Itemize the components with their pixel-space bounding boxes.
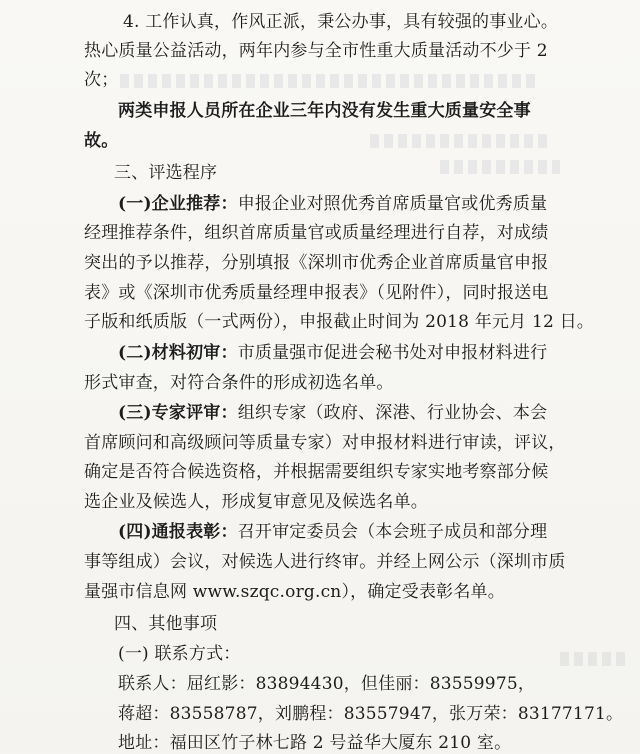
bold-statement: [84, 130, 118, 152]
text-line: 突出的予以推荐，分别填报《深圳市优秀企业首席质量官申报: [84, 253, 549, 273]
text-line: 量强市信息网 www.szqc.org.cn），确定受表彰名单。: [84, 582, 505, 602]
text-line: 热心质量公益活动，两年内参与全市性重大质量活动不少于 2: [84, 41, 548, 61]
text-line: 次；: [84, 70, 119, 90]
text-line: [84, 69, 118, 91]
procedure-item: [118, 402, 547, 424]
text-line: 首席顾问和高级顾问等质量专家）对申报材料进行审读，评议，: [84, 433, 566, 453]
contact-heading: [118, 643, 240, 665]
text-line: [84, 581, 505, 603]
show-through-smudge: [560, 652, 630, 666]
text-line: 联系人：屈红影：83894430，但佳丽：83559975，: [118, 674, 536, 694]
procedure-label: (四)通报表彰：: [118, 522, 238, 542]
contact-line: [118, 703, 623, 725]
section-heading-text: 四、其他事项: [114, 614, 218, 634]
text-line: [84, 461, 548, 483]
text-line: 两类申报人员所在企业三年内没有发生重大质量安全事: [118, 101, 531, 121]
text-line: 4. 工作认真，作风正派，秉公办事，具有较强的事业心。: [123, 12, 559, 32]
text-line: (一) 联系方式：: [118, 644, 241, 664]
text-line: 确定是否符合候选资格，并根据需要组织专家实地考察部分候: [84, 462, 549, 482]
contact-line: [118, 673, 535, 695]
procedure-item: [118, 521, 547, 543]
list-item: [123, 11, 558, 33]
text-line: [84, 282, 549, 304]
text-line: [84, 311, 594, 333]
procedure-item: [118, 342, 547, 364]
section-heading: [114, 613, 217, 635]
text-line: [84, 40, 548, 62]
text-line: 蒋超：83558787，刘鹏程：83557947，张万荣：83177171。: [118, 704, 624, 724]
section-heading-text: 三、评选程序: [114, 163, 218, 183]
text-line: [84, 252, 548, 274]
text-line: 申报企业对照优秀首席质量官或优秀质量: [237, 194, 548, 214]
text-line: 组织专家（政府、深港、行业协会、本会: [237, 403, 548, 423]
text-line: [84, 372, 394, 394]
show-through-smudge: [440, 160, 560, 174]
text-line: 市质量强市促进会秘书处对申报材料进行: [237, 343, 548, 363]
text-line: 地址：福田区竹子林七路 2 号益华大厦东 210 室。: [118, 733, 512, 753]
text-line: [84, 432, 566, 454]
show-through-smudge: [370, 134, 550, 148]
text-line: [84, 222, 548, 244]
text-line: 表》或《深圳市优秀质量经理申报表》（见附件），同时报送电: [84, 283, 549, 303]
procedure-label: (三)专家评审：: [118, 403, 238, 423]
text-line: 召开审定委员会（本会班子成员和部分理: [237, 522, 548, 542]
text-line: 子版和纸质版（一式两份），申报截止时间为 2018 年元月 12 日。: [84, 312, 595, 332]
section-heading: [114, 162, 217, 184]
text-line: 经理推荐条件，组织首席质量官或质量经理进行自荐，对成绩: [84, 223, 549, 243]
bold-statement: [118, 100, 531, 122]
text-line: [84, 491, 428, 513]
procedure-label: (二)材料初审：: [118, 343, 238, 363]
text-line: 事等组成）会议，对候选人进行终审。并经上网公示（深圳市质: [84, 552, 566, 572]
text-line: 形式审查，对符合条件的形成初选名单。: [84, 373, 394, 393]
text-line: [84, 551, 566, 573]
text-line: 选企业及候选人，形成复审意见及候选名单。: [84, 492, 428, 512]
show-through-smudge: [120, 74, 540, 88]
procedure-label: (一)企业推荐：: [118, 194, 238, 214]
address-line: [118, 732, 511, 754]
procedure-item: [118, 193, 547, 215]
text-line: 故。: [84, 131, 119, 151]
